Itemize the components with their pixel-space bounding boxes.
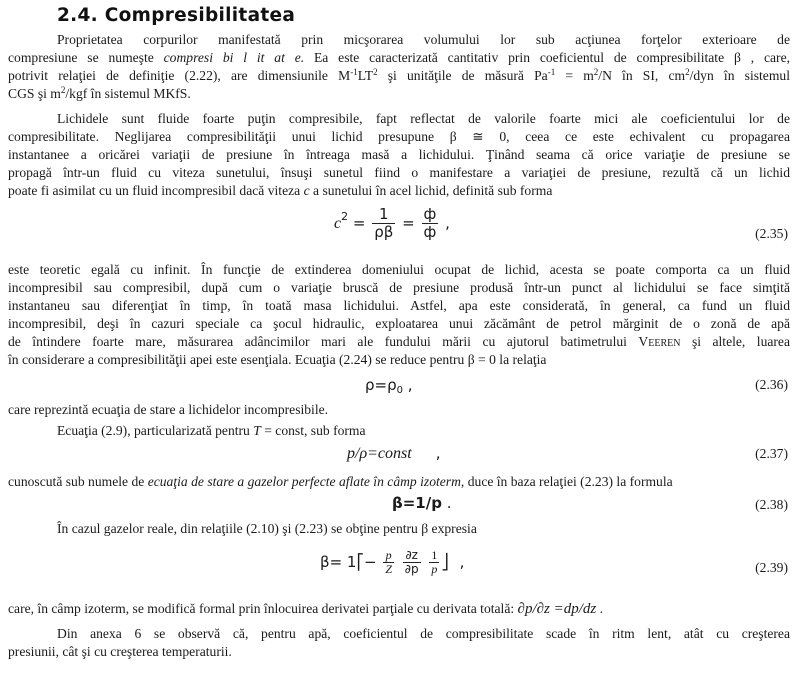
eq-denominator: p	[431, 562, 438, 576]
eq-subscript: 0	[396, 385, 403, 396]
section-heading: 2.4. Compresibilitatea	[57, 5, 296, 26]
paragraph-line	[8, 49, 790, 67]
eq-expression: ρ=ρ	[365, 376, 397, 394]
text: CGS şi m	[8, 86, 61, 101]
equation-number: (2.37)	[755, 446, 788, 461]
name-veeren: Veeren	[638, 334, 681, 349]
text: /dyn în sistemul	[689, 68, 790, 83]
superscript: 2	[593, 67, 599, 77]
eq-numerator: 1	[372, 206, 395, 224]
text: şi unităţile de măsură Pa	[377, 68, 548, 83]
superscript: -1	[547, 67, 556, 77]
eq-comma: ,	[445, 214, 450, 232]
text: .	[596, 601, 604, 616]
eq-comma: ,	[435, 444, 441, 462]
eq-fraction	[383, 549, 394, 576]
paragraph-line: Lichidele sunt fluide foarte puţin compresibile, fapt reflectat de valorile foarte mici ale coeficientului lor de	[57, 111, 790, 126]
superscript: 2	[685, 67, 690, 77]
equation-number: (2.36)	[755, 377, 788, 392]
eq-denominator: Z	[385, 562, 392, 576]
eq-equals: =	[402, 214, 415, 232]
eq-fraction	[422, 206, 439, 241]
eq-lhs: c	[334, 215, 342, 232]
text: care, în câmp izoterm, se modifică formal prin înlocuirea derivatei parţiale cu derivata totală:	[8, 601, 518, 616]
text: Ea este caracterizată cantitativ prin coeficientul de compresibilitate β , care,	[304, 50, 791, 65]
equation-2-39	[320, 549, 464, 576]
text: /kgf în sistemul MKfS.	[65, 86, 191, 101]
eq-superscript: 2	[341, 210, 349, 223]
text: potrivit relaţiei de definiţie (2.22), are dimensiunile M	[8, 68, 351, 83]
paragraph-line	[8, 182, 790, 200]
paragraph-line: În cazul gazelor reale, din relaţiile (2.10) şi (2.23) se obţine pentru β expresia	[57, 521, 477, 536]
paragraph-line	[8, 600, 790, 618]
equation-number: (2.38)	[755, 497, 788, 512]
paragraph-line: instantaneu sau diferenţiat în timp, în toată masa lichidului. Astfel, apa este considerată, în general, ca fund un fluid	[8, 298, 790, 313]
equation-2-35	[334, 206, 450, 241]
equation-2-38	[392, 494, 452, 512]
text: poate fi asimilat cu un fluid incompresibil dacă viteza	[8, 183, 304, 198]
text: LT	[357, 68, 374, 83]
paragraph-line: propagă într-un fluid cu viteza sunetului, însuşi sunetul fiind o manifestare a variaţiei de presiune, rezultă că un lichid	[8, 165, 790, 180]
paragraph-line: incompresibil sau compresibil, după cum o variaţie bruscă de presiune produsă într-un punct al lichidului se face simţită	[8, 280, 790, 295]
eq-bracket-close: ⎦	[441, 553, 449, 571]
eq-fraction	[372, 206, 395, 241]
superscript: 2	[373, 67, 378, 77]
text: şi altele, luarea	[680, 334, 790, 349]
equation-2-37	[347, 444, 440, 463]
equation-number: (2.35)	[755, 226, 788, 241]
paragraph-line	[8, 85, 790, 103]
text: Ecuaţia (2.9), particularizată pentru	[57, 423, 254, 438]
text: cunoscută sub numele de	[8, 474, 148, 489]
paragraph-line: Din anexa 6 se observă că, pentru apă, coeficientul de compresibilitate scade în ritm lent, atât cu creşterea	[57, 626, 790, 641]
eq-bracket-open: ⎡−	[356, 553, 377, 571]
paragraph-line: instantanee a oricărei variaţii de presiune în întreaga masă a lichidului. Ţinând seama că orice variaţie de presiune se	[8, 147, 790, 162]
eq-numerator: ∂z	[403, 549, 421, 563]
text: = m	[555, 68, 594, 83]
paragraph-line: incompresibil, deşi în cazuri speciale ca şocul hidraulic, exploatarea unui zăcământ de petrol mărginit de o zonă de apă	[8, 316, 790, 331]
paragraph-line	[57, 422, 790, 440]
eq-expression: p/ρ=const	[347, 445, 412, 462]
eq-comma: ,	[403, 376, 413, 394]
eq-equals: =	[352, 214, 366, 232]
text: , duce în baza relaţiei (2.23) la formula	[460, 474, 673, 489]
eq-comma: ,	[459, 553, 465, 571]
superscript: 2	[60, 85, 66, 95]
text: /N în SI, cm	[598, 68, 686, 83]
equation-2-36	[365, 376, 413, 394]
paragraph-line: compresibilitate. Neglijarea compresibilităţii unui lichid presupune β ≅ 0, ceea ce este echivalent cu propagarea	[8, 129, 790, 144]
eq-numerator: p	[383, 549, 394, 563]
eq-denominator: ρβ	[374, 223, 394, 241]
eq-denominator: ∂p	[404, 562, 419, 576]
paragraph-line: Proprietatea corpurilor manifestată prin micşorarea volumului lor sub acţiunea forţelor exterioare de	[57, 32, 790, 47]
paragraph-line: în considerare a compresibilităţii apei este esenţiala. Ecuaţia (2.24) se reduce pentru β = 0 la relaţia	[8, 352, 547, 367]
paragraph-line	[8, 473, 790, 491]
text: de întindere foarte mare, măsurarea adâncimilor mari ale fundului mării cu ajutorul batimetrului	[8, 334, 639, 349]
text: a sunetului în acel lichid, definită sub forma	[309, 183, 553, 198]
term-compresibilitate: compresi bi l it at e.	[163, 50, 305, 65]
paragraph-line	[8, 67, 790, 85]
eq-numerator: 1	[431, 548, 438, 562]
eq-fraction	[429, 549, 439, 576]
paragraph-line: care reprezintă ecuaţia de stare a lichidelor incompresibile.	[8, 402, 329, 417]
paragraph-line	[8, 333, 790, 351]
eq-expression: β=1/p	[392, 494, 442, 512]
variable-c: c	[303, 183, 310, 198]
eq-period: .	[441, 494, 452, 512]
superscript: -1	[350, 67, 358, 77]
eq-denominator: ф	[423, 223, 437, 241]
text: = const, sub forma	[260, 423, 366, 438]
text: compresiune se numeşte	[8, 50, 164, 65]
paragraph-line: este teoretic egală cu infinit. În funcţie de extinderea domeniului ocupat de lichid, acesta se poate comporta ca un fluid	[8, 262, 790, 277]
eq-numerator: ф	[423, 205, 437, 223]
term-ecuatia-de-stare: ecuaţia de stare a gazelor perfecte aflate în câmp izoterm	[147, 474, 461, 489]
equation-number: (2.39)	[755, 560, 788, 575]
eq-fraction	[403, 549, 421, 576]
eq-lhs: β= 1	[320, 553, 357, 571]
paragraph-line: presiunii, cât şi cu creşterea temperaturii.	[8, 644, 232, 659]
inline-equation: ∂p/∂z =dp/dz	[517, 601, 597, 617]
variable-T: T	[253, 423, 261, 438]
